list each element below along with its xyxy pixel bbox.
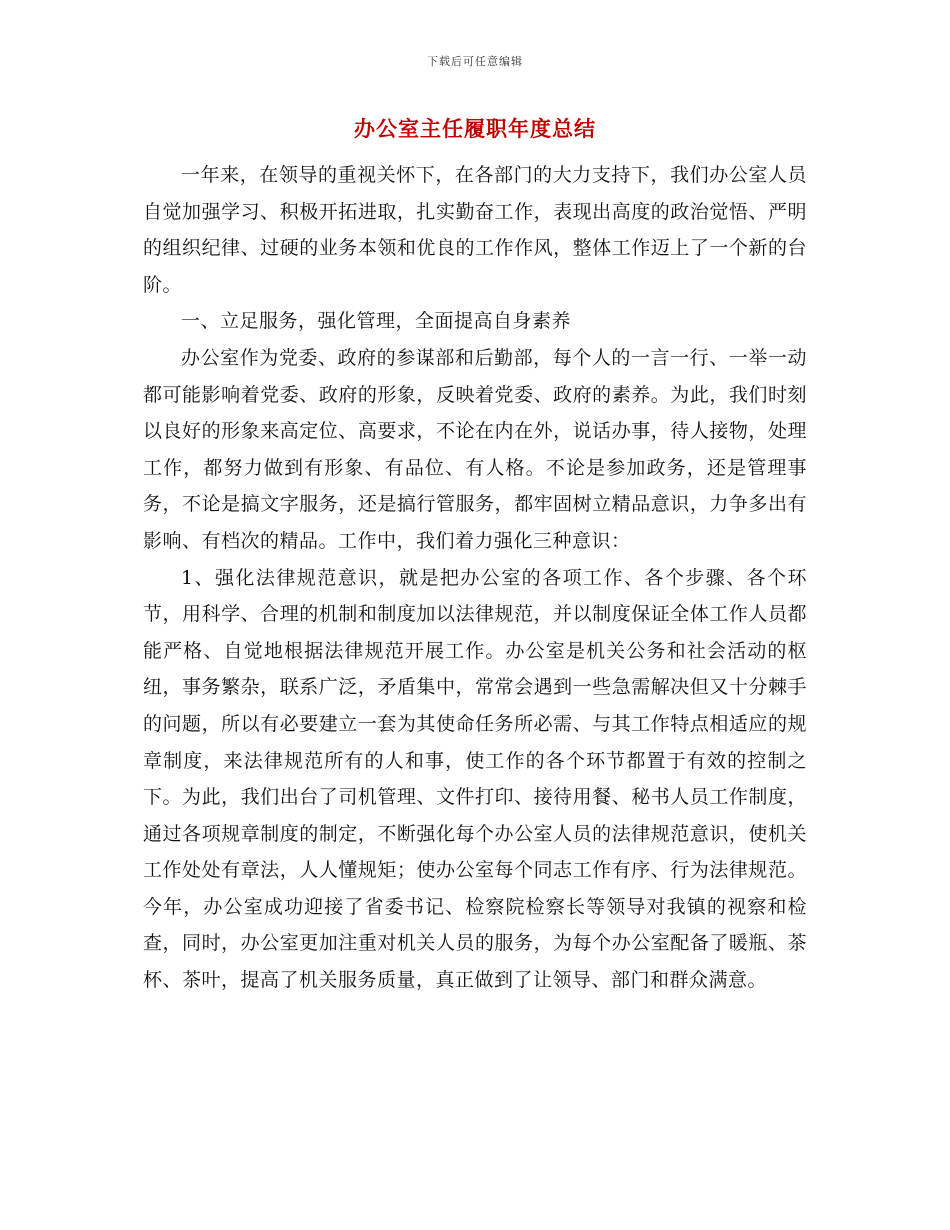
paragraph-item-1: 1、强化法律规范意识，就是把办公室的各项工作、各个步骤、各个环节，用科学、合理的机制和制度加以法律规范，并以制度保证全体工作人员都能严格、自觉地根据法律规范开展工作。办公室是机关公务和社会活动的枢纽，事务繁杂，联系广泛，矛盾集中，常常会遇到一些急需解决但又十分棘手的问题，所以有必要建立一套为其使命任务所必需、与其工作特点相适应的规章制度，来法律规范所有的人和事，使工作的各个环节都置于有效的控制之下。为此，我们出台了司机管理、文件打印、接待用餐、秘书人员工作制度，通过各项规章制度的制定，不断强化每个办公室人员的法律规范意识，使机关工作处处有章法，人人懂规矩；使办公室每个同志工作有序、行为法律规范。今年，办公室成功迎接了省委书记、检察院检察长等领导对我镇的视察和检查，同时，办公室更加注重对机关人员的服务，为每个办公室配备了暖瓶、茶杯、茶叶，提高了机关服务质量，真正做到了让领导、部门和群众满意。: [143, 566, 807, 992]
header-note: 下载后可任意编辑: [427, 55, 523, 68]
section-heading-1: 一、立足服务，强化管理，全面提高自身素养: [181, 310, 572, 333]
document-body: [143, 157, 807, 999]
document-title: 办公室主任履职年度总结: [354, 116, 596, 141]
paragraph-section-1: 办公室作为党委、政府的参谋部和后勤部，每个人的一言一行、一举一动都可能影响着党委、政府的形象，反映着党委、政府的素养。为此，我们时刻以良好的形象来高定位、高要求，不论在内在外，说话办事，待人接物，处理工作，都努力做到有形象、有品位、有人格。不论是参加政务，还是管理事务，不论是搞文字服务，还是搞行管服务，都牢固树立精品意识，力争多出有影响、有档次的精品。工作中，我们着力强化三种意识：: [143, 346, 807, 552]
paragraph-intro: 一年来，在领导的重视关怀下，在各部门的大力支持下，我们办公室人员自觉加强学习、积极开拓进取，扎实勤奋工作，表现出高度的政治觉悟、严明的组织纪律、过硬的业务本领和优良的工作作风，整体工作迈上了一个新的台阶。: [143, 164, 807, 296]
